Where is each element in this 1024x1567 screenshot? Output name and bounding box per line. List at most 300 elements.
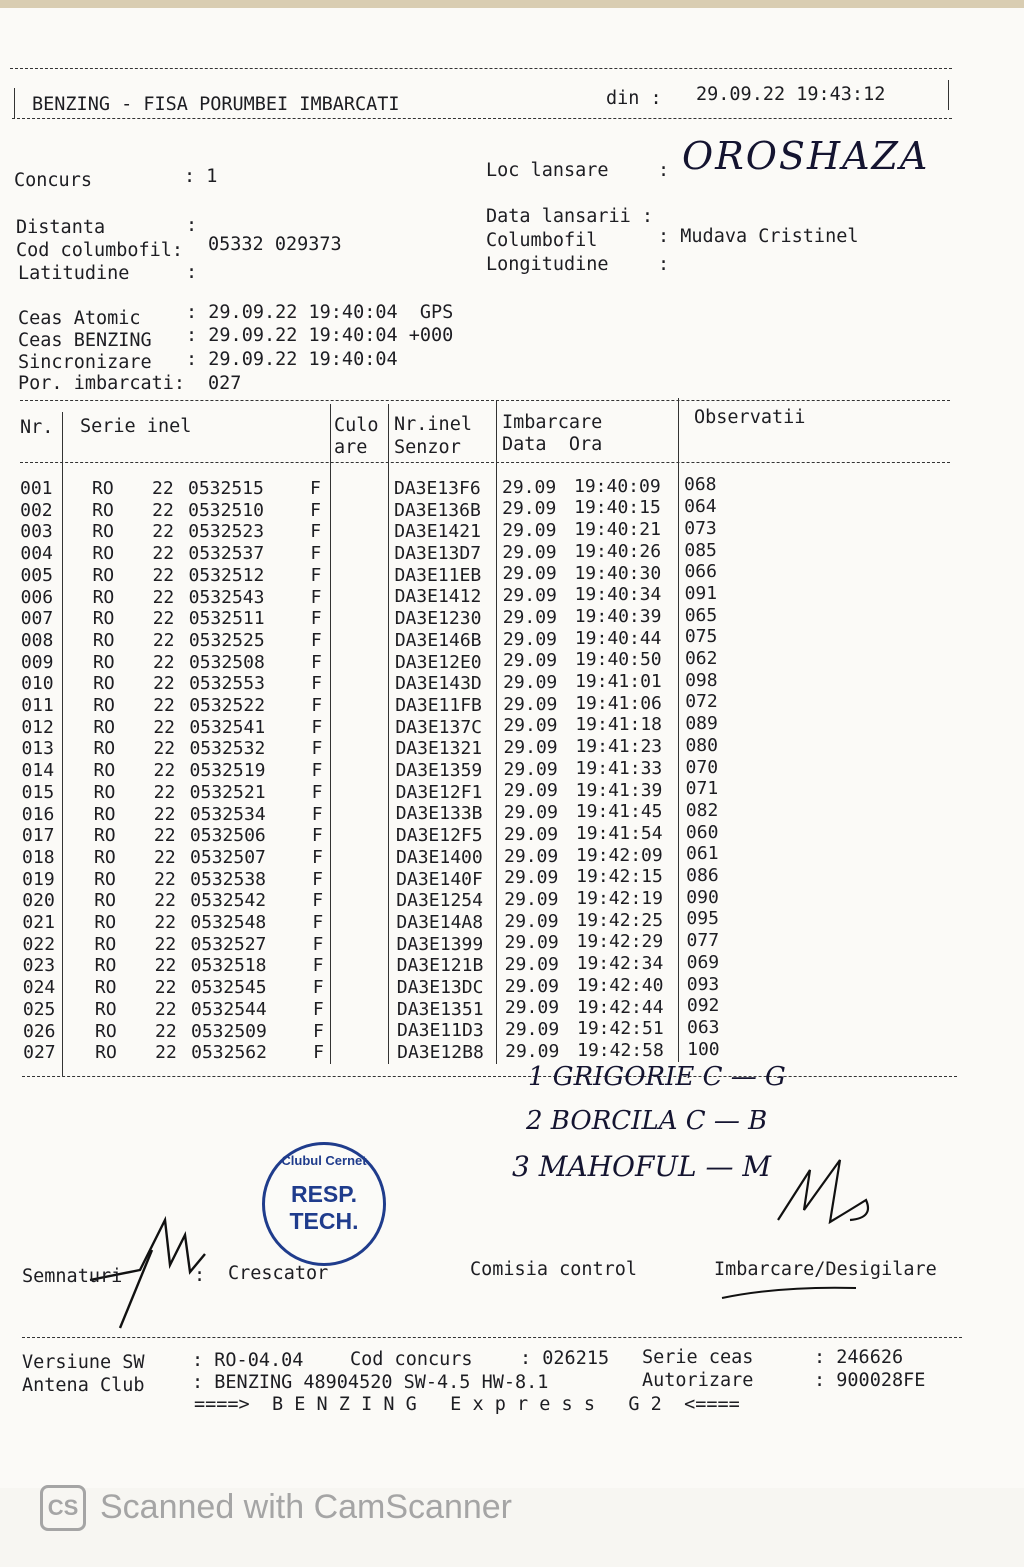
row-obs: 098	[685, 669, 718, 691]
row-obs: 063	[687, 1016, 720, 1038]
row-ora: 19:41:01	[575, 671, 662, 693]
row-sex: F	[311, 825, 323, 847]
row-an: 22	[152, 564, 175, 586]
row-nr: 001	[20, 478, 53, 499]
row-tara: RO	[93, 760, 116, 782]
row-obs: 071	[685, 778, 719, 800]
columbofil-label: Columbofil	[486, 230, 598, 251]
row-an: 22	[155, 1020, 177, 1042]
row-nr: 017	[21, 825, 55, 847]
header-title: BENZING - FISA PORUMBEI IMBARCATI	[32, 94, 400, 115]
row-obs: 061	[686, 843, 719, 865]
row-obs: 077	[686, 930, 720, 952]
row-sex: F	[310, 543, 322, 565]
ceas-atomic-label: Ceas Atomic	[18, 308, 141, 329]
row-tara: RO	[92, 499, 114, 521]
club-stamp	[262, 1142, 386, 1266]
handwritten-note-1: 1 GRIGORIE C — G	[528, 1062, 786, 1092]
row-ora: 19:42:25	[576, 909, 664, 931]
table-row	[0, 865, 1024, 891]
row-tara: RO	[92, 651, 115, 673]
row-senzor: DA3E1400	[396, 846, 483, 868]
row-data: 29.09	[502, 606, 557, 628]
row-nr: 025	[22, 998, 56, 1020]
row-data: 29.09	[502, 498, 557, 520]
longitudine-label: Longitudine	[486, 254, 609, 275]
row-inel: 0532519	[189, 760, 266, 782]
longitudine-colon: :	[658, 254, 670, 275]
table-row	[0, 951, 1024, 977]
row-inel: 0532544	[190, 998, 267, 1020]
row-sex: F	[310, 478, 321, 499]
camscanner-watermark	[40, 1485, 560, 1535]
row-sex: F	[312, 977, 324, 999]
table-row	[0, 995, 1024, 1021]
row-senzor: DA3E12E0	[394, 651, 482, 673]
row-senzor: DA3E133B	[395, 803, 483, 825]
row-tara: RO	[95, 1042, 117, 1064]
row-data: 29.09	[503, 671, 558, 693]
crescator-label: Crescator	[228, 1263, 329, 1284]
data-lansarii-label: Data lansarii :	[486, 206, 654, 227]
row-nr: 013	[21, 738, 54, 760]
loc-lansare-handwritten: OROSHAZA	[682, 134, 930, 178]
table-row	[0, 517, 1024, 543]
col-header-nrinel-2: Senzor	[394, 437, 461, 458]
row-sex: F	[312, 846, 323, 868]
row-nr: 026	[23, 1020, 56, 1042]
concurs-value: : 1	[184, 166, 218, 187]
row-an: 22	[154, 933, 177, 955]
row-tara: RO	[92, 608, 115, 630]
row-an: 22	[154, 955, 177, 977]
row-data: 29.09	[503, 823, 559, 845]
row-sex: F	[312, 998, 324, 1020]
row-senzor: DA3E12F1	[395, 781, 483, 803]
row-inel: 0532541	[189, 716, 266, 738]
row-nr: 019	[22, 868, 55, 890]
row-data: 29.09	[503, 737, 558, 759]
table-row	[0, 713, 1024, 739]
table-row	[0, 778, 1024, 804]
row-obs: 091	[684, 582, 718, 604]
versiune-sw-value: : RO-04.04	[192, 1350, 304, 1371]
row-data: 29.09	[503, 802, 558, 824]
row-tara: RO	[94, 912, 117, 933]
row-tara: RO	[92, 521, 114, 543]
row-senzor: DA3E1230	[394, 608, 482, 630]
distanta-colon: :	[186, 215, 198, 236]
row-obs: 089	[685, 713, 718, 735]
camscanner-logo-icon: CS	[40, 1485, 86, 1531]
row-data: 29.09	[504, 867, 559, 889]
row-inel: 0532508	[188, 651, 265, 673]
row-inel: 0532510	[188, 499, 264, 521]
row-sex: F	[312, 912, 324, 933]
row-ora: 19:42:29	[576, 931, 664, 953]
row-obs: 064	[684, 496, 717, 518]
row-senzor: DA3E13DC	[396, 977, 484, 999]
table-row	[0, 843, 1024, 869]
row-sex: F	[313, 1042, 324, 1064]
row-sex: F	[311, 695, 323, 716]
row-sex: F	[310, 608, 322, 630]
header-din-label: din :	[606, 88, 662, 109]
table-row	[0, 496, 1024, 522]
row-inel: 0532523	[188, 521, 265, 543]
row-an: 22	[154, 890, 176, 912]
row-an: 22	[152, 478, 174, 499]
row-sex: F	[312, 890, 324, 912]
row-ora: 19:40:34	[574, 584, 662, 606]
row-data: 29.09	[505, 1040, 560, 1062]
row-an: 22	[154, 998, 177, 1020]
row-nr: 018	[22, 846, 55, 868]
row-sex: F	[310, 521, 322, 543]
row-obs: 085	[684, 539, 717, 561]
handwritten-note-3: 3 MAHOFUL — M	[512, 1150, 772, 1183]
row-obs: 086	[686, 865, 719, 887]
row-senzor: DA3E13F6	[394, 477, 481, 499]
sincronizare-label: Sincronizare	[18, 352, 152, 373]
row-data: 29.09	[502, 563, 557, 585]
cod-columbofil-value: 05332 029373	[208, 234, 342, 255]
row-obs: 075	[684, 626, 718, 648]
comisia-control-label: Comisia control	[470, 1259, 638, 1280]
autorizare-label: Autorizare	[642, 1370, 754, 1391]
row-an: 22	[152, 586, 175, 608]
table-row	[0, 908, 1024, 934]
row-an: 22	[154, 977, 177, 999]
row-obs: 065	[684, 604, 718, 626]
row-senzor: DA3E146B	[394, 629, 482, 651]
col-header-culoare-1: Culo	[334, 415, 379, 436]
row-nr: 002	[20, 499, 53, 521]
row-ora: 19:42:19	[576, 888, 663, 910]
row-inel: 0532506	[189, 825, 266, 847]
row-an: 22	[152, 651, 175, 673]
row-obs: 092	[686, 995, 720, 1017]
row-senzor: DA3E13D7	[394, 543, 482, 565]
row-nr: 015	[21, 781, 55, 803]
row-inel: 0532534	[189, 803, 266, 825]
row-senzor: DA3E1321	[395, 738, 483, 760]
row-tara: RO	[94, 977, 117, 999]
row-inel: 0532537	[188, 543, 265, 565]
latitudine-label: Latitudine	[18, 263, 130, 284]
distanta-label: Distanta	[16, 217, 106, 238]
antena-club-label: Antena Club	[22, 1375, 145, 1396]
table-row	[0, 604, 1024, 630]
row-ora: 19:40:30	[574, 562, 662, 584]
row-nr: 008	[20, 629, 54, 651]
row-senzor: DA3E1351	[396, 998, 484, 1020]
handwritten-note-2: 2 BORCILA C — B	[526, 1106, 768, 1136]
header-din-value: 29.09.22 19:43:12	[696, 84, 886, 105]
row-inel: 0532542	[190, 890, 267, 912]
row-data: 29.09	[502, 650, 558, 672]
row-sex: F	[310, 586, 322, 608]
row-obs: 070	[685, 756, 719, 778]
row-an: 22	[154, 868, 176, 890]
row-data: 29.09	[504, 845, 559, 867]
row-obs: 062	[684, 648, 718, 670]
row-tara: RO	[94, 846, 116, 868]
row-ora: 19:41:18	[575, 714, 663, 736]
loc-lansare-label: Loc lansare	[486, 160, 609, 181]
camscanner-text: Scanned with CamScanner	[100, 1488, 513, 1526]
row-an: 22	[153, 781, 176, 803]
latitudine-colon: :	[186, 262, 198, 283]
row-tara: RO	[92, 543, 115, 565]
sincronizare-value: : 29.09.22 19:40:04	[186, 349, 398, 370]
table-row	[0, 1016, 1024, 1043]
row-nr: 024	[22, 977, 56, 999]
table-row	[0, 756, 1024, 782]
row-senzor: DA3E11EB	[394, 564, 482, 586]
row-data: 29.09	[505, 1019, 560, 1041]
row-tara: RO	[94, 868, 116, 890]
col-header-culoare-2: are	[334, 437, 368, 458]
row-an: 22	[153, 695, 175, 716]
col-header-nrinel-1: Nr.inel	[394, 414, 472, 435]
row-senzor: DA3E12F5	[395, 825, 483, 847]
row-obs: 095	[686, 908, 719, 930]
row-sex: F	[310, 564, 322, 586]
row-obs: 082	[685, 799, 719, 821]
header-border-right	[948, 80, 949, 110]
col-header-observatii: Observatii	[694, 407, 806, 428]
table-row	[0, 1038, 1024, 1064]
col-header-imbarcare-2: Data Ora	[502, 434, 603, 455]
table-row	[0, 582, 1024, 609]
porumbei-imbarcati-value: 027	[208, 373, 242, 394]
row-ora: 19:40:44	[574, 627, 662, 649]
row-ora: 19:42:51	[577, 1018, 664, 1040]
row-data: 29.09	[504, 910, 559, 932]
row-ora: 19:42:40	[576, 974, 664, 996]
row-inel: 0532522	[189, 695, 266, 716]
row-an: 22	[153, 825, 176, 847]
row-tara: RO	[92, 564, 115, 586]
row-ora: 19:41:23	[575, 736, 663, 758]
signature-scribble-right	[770, 1150, 890, 1235]
table-row	[0, 886, 1024, 912]
row-data: 29.09	[503, 780, 558, 802]
row-data: 29.09	[502, 628, 558, 650]
row-an: 22	[155, 1042, 177, 1064]
row-tara: RO	[94, 955, 117, 977]
table-row	[0, 691, 1024, 717]
table-row	[0, 973, 1024, 999]
table-row	[0, 539, 1024, 565]
row-senzor: DA3E1412	[394, 586, 482, 608]
row-inel: 0532512	[188, 564, 265, 586]
cod-concurs-value: : 026215	[520, 1348, 610, 1369]
row-an: 22	[152, 499, 174, 521]
row-ora: 19:41:33	[575, 757, 663, 779]
row-sex: F	[310, 499, 321, 521]
table-row	[0, 669, 1024, 695]
row-nr: 020	[22, 890, 55, 912]
row-tara: RO	[93, 781, 116, 803]
row-an: 22	[153, 738, 176, 760]
row-tara: RO	[95, 1020, 117, 1042]
table-row	[0, 561, 1024, 587]
row-ora: 19:40:15	[574, 497, 661, 519]
autorizare-value: : 900028FE	[814, 1370, 926, 1391]
row-nr: 005	[20, 564, 53, 586]
table-row	[0, 734, 1024, 760]
row-data: 29.09	[502, 520, 557, 542]
table-rule-bottom	[22, 1076, 957, 1077]
row-nr: 022	[22, 933, 56, 955]
row-inel: 0532521	[189, 781, 266, 803]
row-obs: 080	[685, 734, 718, 756]
row-ora: 19:40:21	[574, 519, 661, 541]
row-data: 29.09	[502, 476, 557, 498]
cod-columbofil-label: Cod columbofil:	[16, 240, 184, 261]
row-an: 22	[152, 521, 174, 543]
row-obs: 073	[684, 517, 717, 539]
row-ora: 19:42:15	[576, 866, 663, 888]
row-data: 29.09	[503, 693, 558, 715]
imbarcare-desigilare-label: Imbarcare/Desigilare	[714, 1259, 937, 1280]
table-row	[0, 648, 1024, 674]
row-inel: 0532507	[190, 846, 266, 868]
row-sex: F	[312, 933, 324, 955]
row-an: 22	[153, 760, 176, 782]
porumbei-imbarcati-label: Por. imbarcati:	[18, 373, 186, 394]
header-rule-bottom	[12, 118, 952, 119]
header-border-left	[14, 88, 15, 118]
antena-club-value: : BENZING 48904520 SW-4.5 HW-8.1	[192, 1372, 549, 1393]
row-data: 29.09	[504, 975, 559, 997]
stamp-main-text: RESP. TECH.	[289, 1181, 359, 1234]
row-data: 29.09	[502, 541, 557, 563]
row-an: 22	[152, 608, 175, 630]
row-nr: 014	[21, 760, 55, 782]
row-senzor: DA3E1254	[396, 890, 483, 912]
row-tara: RO	[92, 586, 115, 608]
row-obs: 066	[684, 561, 717, 583]
row-ora: 19:41:45	[575, 801, 663, 823]
row-an: 22	[153, 803, 176, 825]
col-header-imbarcare-1: Imbarcare	[502, 412, 603, 433]
loc-lansare-colon: :	[658, 160, 670, 181]
scan-top-edge	[0, 0, 1024, 8]
row-sex: F	[312, 868, 323, 890]
row-inel: 0532511	[188, 608, 265, 630]
row-inel: 0532509	[191, 1020, 267, 1042]
row-data: 29.09	[503, 758, 558, 780]
row-senzor: DA3E11FB	[395, 694, 482, 716]
table-rule-header-bottom	[20, 462, 950, 463]
row-sex: F	[311, 781, 323, 803]
table-row	[0, 930, 1024, 956]
cod-concurs-label: Cod concurs	[350, 1349, 473, 1370]
table-row	[0, 821, 1024, 847]
row-nr: 012	[21, 716, 54, 738]
row-nr: 011	[21, 695, 54, 716]
row-obs: 069	[686, 951, 720, 973]
row-inel: 0532548	[190, 912, 267, 933]
ceas-benzing-value: : 29.09.22 19:40:04 +000	[186, 325, 454, 346]
row-senzor: DA3E1421	[394, 521, 481, 543]
row-tara: RO	[93, 803, 116, 825]
row-an: 22	[153, 716, 175, 738]
table-row	[0, 474, 1024, 500]
row-senzor: DA3E137C	[395, 716, 483, 738]
underline-scribble	[720, 1282, 860, 1302]
col-header-serie: Serie inel	[80, 416, 192, 437]
ceas-atomic-value: : 29.09.22 19:40:04 GPS	[186, 302, 454, 323]
row-ora: 19:40:39	[574, 605, 662, 627]
benzing-express-line: ====> B E N Z I N G E x p r e s s G 2 <====	[194, 1394, 740, 1415]
table-rule-top	[20, 400, 950, 401]
row-nr: 023	[22, 955, 56, 977]
row-inel: 0532562	[191, 1042, 267, 1064]
row-tara: RO	[93, 825, 116, 847]
row-ora: 19:40:26	[574, 540, 662, 562]
row-senzor: DA3E121B	[396, 955, 484, 977]
row-inel: 0532515	[188, 478, 264, 499]
row-tara: RO	[92, 629, 115, 651]
row-senzor: DA3E12B8	[397, 1042, 484, 1064]
row-inel: 0532543	[188, 586, 265, 608]
row-an: 22	[154, 912, 177, 933]
row-data: 29.09	[504, 997, 560, 1019]
row-nr: 009	[20, 651, 54, 673]
row-inel: 0532538	[190, 868, 267, 890]
row-data: 29.09	[502, 585, 557, 607]
row-sex: F	[311, 760, 323, 782]
serie-ceas-label: Serie ceas	[642, 1347, 754, 1368]
row-sex: F	[311, 738, 323, 760]
row-obs: 060	[685, 821, 719, 843]
row-senzor: DA3E143D	[395, 673, 482, 695]
versiune-sw-label: Versiune SW	[22, 1352, 145, 1373]
row-ora: 19:40:50	[574, 649, 662, 671]
row-an: 22	[152, 629, 175, 651]
row-ora: 19:42:34	[576, 953, 664, 975]
row-an: 22	[152, 543, 175, 565]
row-ora: 19:41:06	[575, 692, 662, 714]
row-nr: 027	[23, 1042, 56, 1064]
row-tara: RO	[92, 478, 114, 499]
ceas-benzing-label: Ceas BENZING	[18, 330, 152, 351]
row-ora: 19:42:58	[577, 1039, 664, 1061]
row-sex: F	[310, 651, 322, 673]
row-senzor: DA3E140F	[396, 868, 483, 890]
row-obs: 100	[687, 1038, 720, 1060]
row-obs: 068	[684, 474, 717, 496]
row-inel: 0532545	[190, 977, 267, 999]
row-ora: 19:42:09	[576, 844, 663, 866]
row-inel: 0532518	[190, 955, 267, 977]
row-sex: F	[312, 955, 324, 977]
row-nr: 007	[20, 608, 54, 630]
row-inel: 0532527	[190, 933, 267, 955]
row-an: 22	[153, 673, 175, 695]
row-ora: 19:40:09	[574, 475, 661, 497]
row-ora: 19:41:39	[575, 779, 663, 801]
row-obs: 093	[686, 973, 720, 995]
row-tara: RO	[93, 695, 115, 716]
concurs-label: Concurs	[14, 170, 92, 191]
row-senzor: DA3E136B	[394, 499, 481, 521]
row-sex: F	[311, 716, 323, 738]
